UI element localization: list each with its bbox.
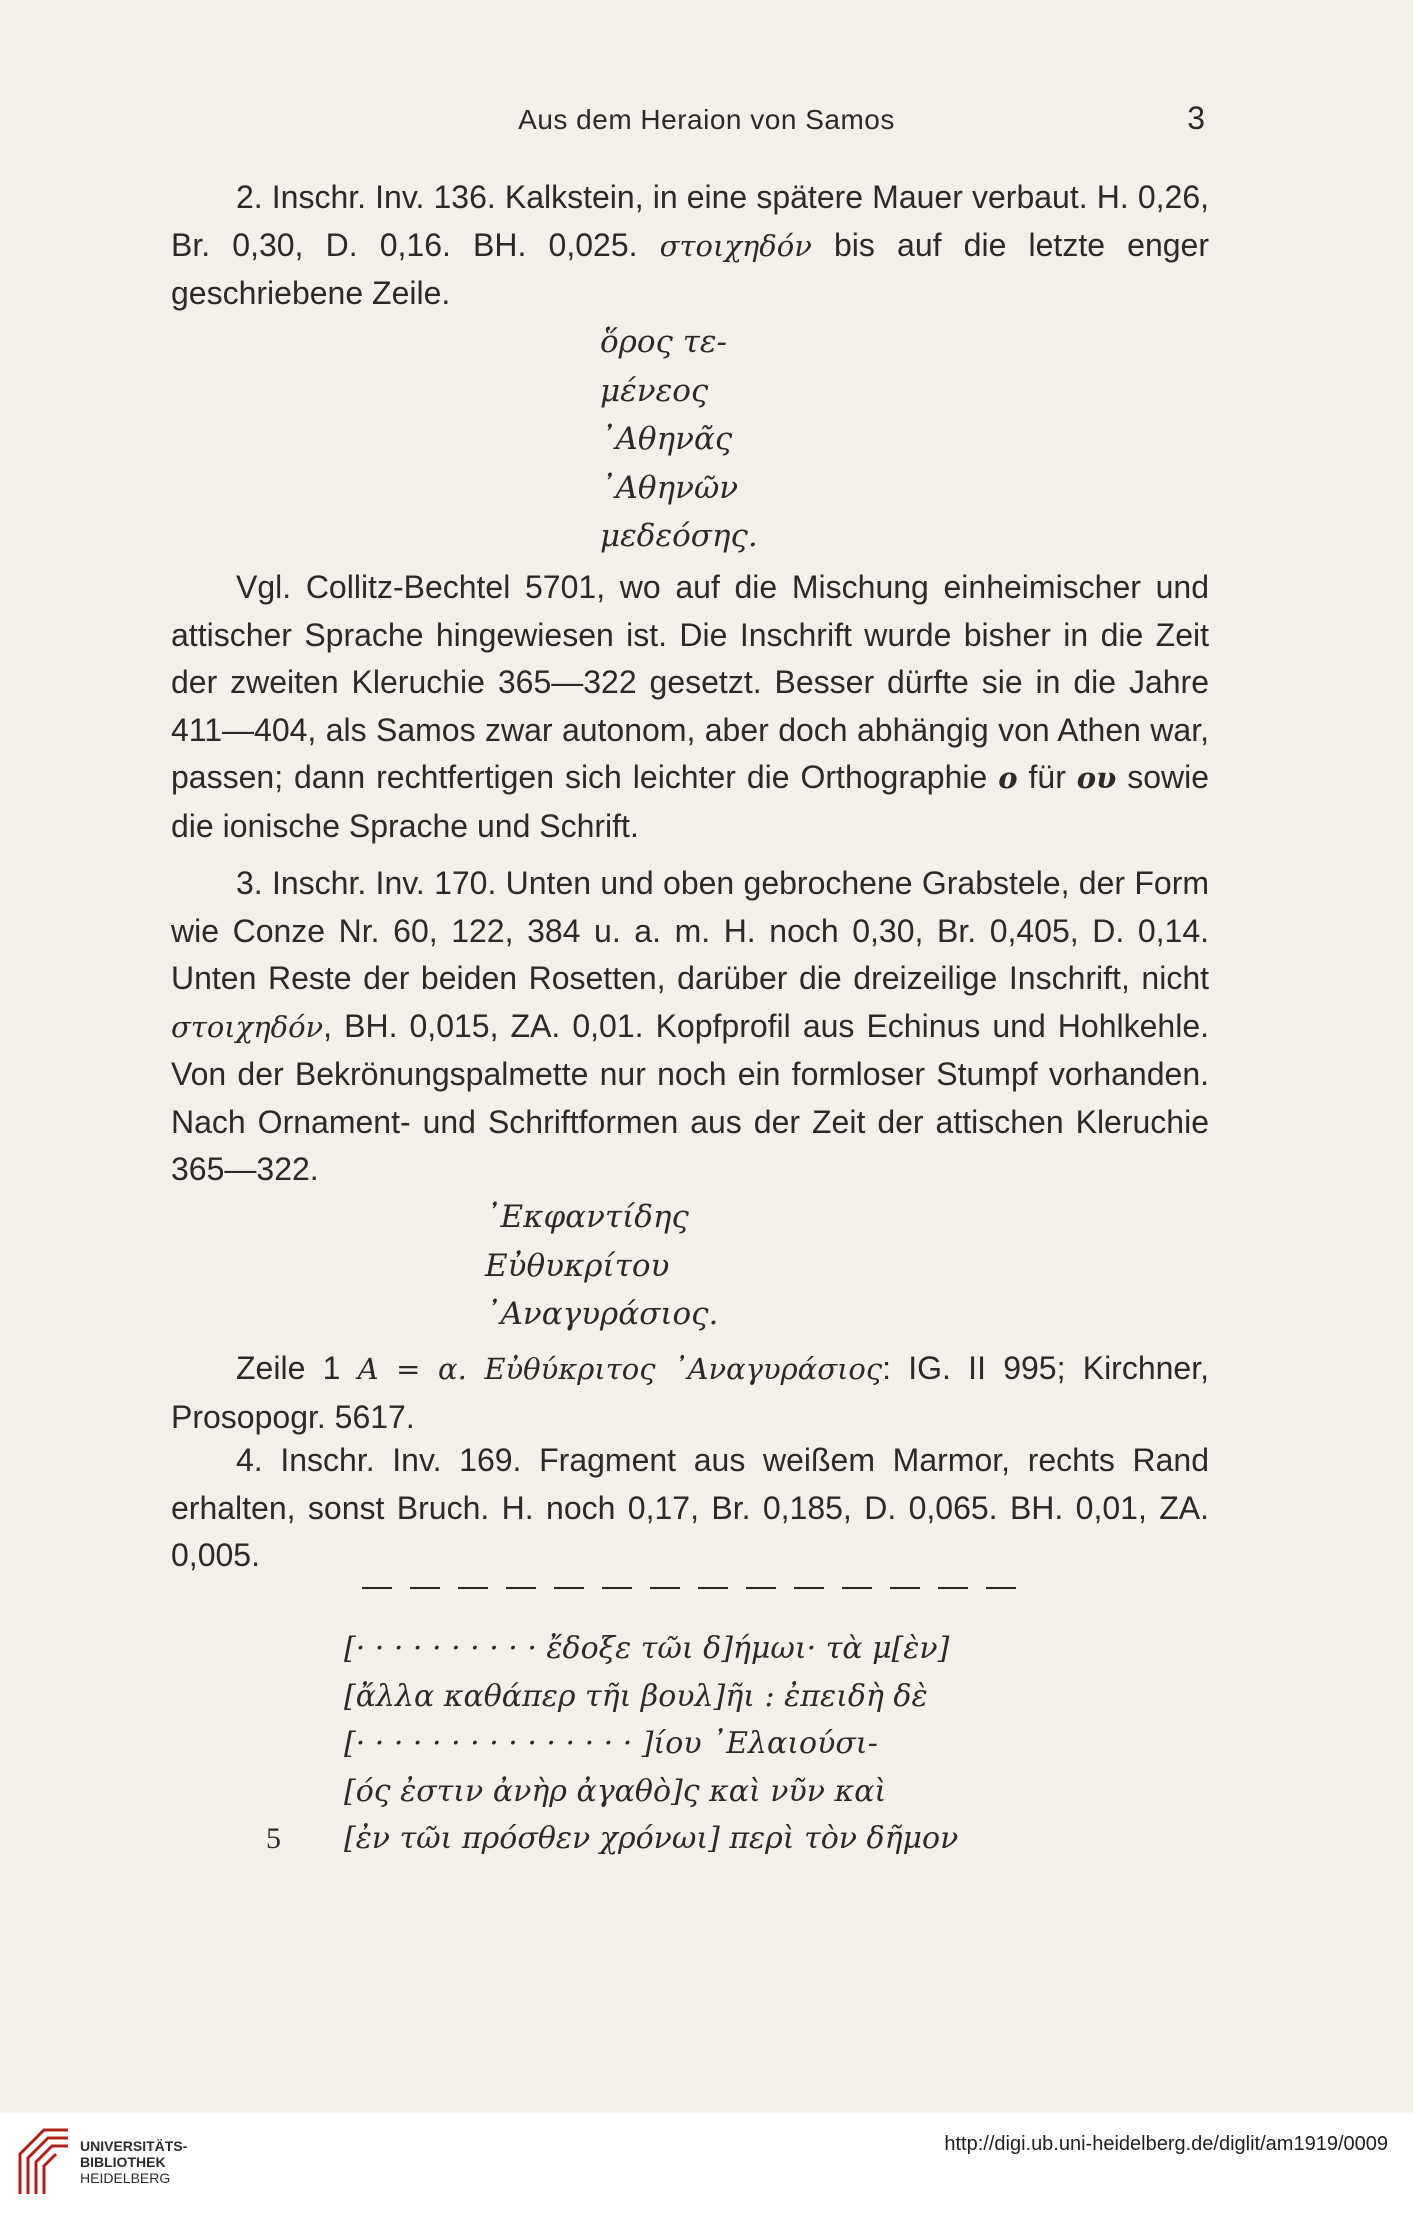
text-run: Zeile 1 <box>236 1350 358 1386</box>
text-run: bis auf die letzte enger geschriebene Zeile. <box>171 226 1210 311</box>
footer-bar <box>0 2113 1413 2215</box>
text-run: für <box>1017 759 1077 795</box>
fragment-text: [· · · · · · · · · · · · · · · ]ίου ᾿Ελαιούσι- <box>344 1726 878 1761</box>
fragment-text: [· · · · · · · · · · ἔδοξε τῶι δ]ήμωι· τὰ μ[ὲν] <box>344 1631 950 1666</box>
inscription-line: μένεος <box>600 372 709 409</box>
text-run: Vgl. Collitz-Bechtel 5701, wo auf die Mischung einheimischer und attischer Sprache hingewiesen ist. Die Inschrift wurde bisher in die Zeit der zweiten Kleruchie 365—322 gesetzt. Besser dürfte sie in die Jahre 411—404, als Samos zwar autonom, aber doch abhängig von Athen war, passen; dann rechtfertigen sich leichter die Orthographie <box>171 569 1209 795</box>
library-line: BIBLIOTHEK <box>80 2154 166 2170</box>
inscription-3 <box>485 1193 718 1339</box>
fragment-text: [ἄλλα καθάπερ τῆι βουλ]ῆι : ἐπειδὴ δὲ <box>344 1678 928 1714</box>
fragment-text: [ός ἐστιν ἀνὴρ ἀγαθὸ]ς καὶ νῦν καὶ <box>344 1773 887 1809</box>
inscription-line: ᾿Αθηνᾶς <box>600 421 733 457</box>
page-number: 3 <box>1187 100 1205 136</box>
running-title: Aus dem Heraion von Samos <box>518 104 895 135</box>
library-name <box>80 2138 187 2186</box>
greek-term: στοιχηδόν <box>171 1009 324 1044</box>
library-line: HEIDELBERG <box>80 2170 171 2186</box>
paragraph: 4. Inschr. Inv. 169. Fragment aus weißem Marmor, rechts Rand erhalten, sonst Bruch. H. noch 0,17, Br. 0,185, D. 0,065. BH. 0,01, ZA. 0,005. <box>171 1442 1209 1573</box>
text-run: sowie die ionische Sprache und Schrift. <box>171 759 1210 844</box>
section-4-intro <box>171 1437 1209 1580</box>
fragment-text: [ἐν τῶι πρόσθεν χρόνωι] περὶ τὸν δῆμον <box>344 1821 959 1856</box>
line-number: 5 <box>266 1822 281 1855</box>
paragraph <box>171 564 1209 850</box>
greek-term: ου <box>1076 761 1117 795</box>
paragraph <box>171 860 1209 1194</box>
text-run: 2. Inschr. Inv. 136. Kalkstein, in eine spätere Mauer verbaut. H. 0,26, Br. 0,30, D. 0,16. BH. 0,025. <box>171 179 1209 263</box>
library-line: UNIVERSITÄTS- <box>80 2138 188 2154</box>
inscription-2 <box>600 318 758 561</box>
section-2-commentary <box>171 564 1209 850</box>
text-run: : IG. II 995; Kirchner, Prosopogr. 5617. <box>171 1350 1210 1435</box>
section-3-intro <box>171 860 1209 1194</box>
inscription-line: μεδεόσης. <box>600 518 758 554</box>
paragraph <box>171 1345 1209 1441</box>
library-logo-icon <box>14 2124 74 2200</box>
missing-lines-dashes <box>362 1587 1016 1591</box>
inscription-line: ὅρος τε- <box>600 324 728 360</box>
text-run: 3. Inschr. Inv. 170. Unten und oben gebrochene Grabstele, der Form wie Conze Nr. 60, 122, 384 u. a. m. H. noch 0,30, Br. 0,405, D. 0,14. Unten Reste der beiden Rosetten, darüber die dreizeilige Inschrift, nicht <box>171 865 1209 996</box>
greek-term: Α = α. Εὐθύκριτος ᾿Αναγυράσιος <box>357 1352 883 1386</box>
text-run: , BH. 0,015, ZA. 0,01. Kopfprofil aus Echinus und Hohlkehle. Von der Bekrönungspalmette nur noch ein formloser Stumpf vorhanden. Nach Ornament- und Schriftformen aus der Zeit der attischen Kleruchie 365—322. <box>171 1007 1209 1187</box>
greek-term: στοιχηδόν <box>659 228 812 263</box>
inscription-line: ᾿Εκφαντίδης <box>485 1199 689 1235</box>
inscription-line: ᾿Αναγυράσιος. <box>485 1296 719 1332</box>
greek-term: ο <box>998 761 1018 795</box>
section-2-intro <box>171 174 1209 318</box>
page-header <box>0 100 1413 150</box>
section-3-commentary <box>171 1345 1209 1441</box>
paragraph <box>171 174 1209 318</box>
inscription-line: Εὐθυκρίτου <box>485 1247 670 1284</box>
source-url-link[interactable]: http://digi.ub.uni-heidelberg.de/diglit/am1919/0009 <box>944 2133 1388 2155</box>
inscription-line: ᾿Αθηνῶν <box>600 469 739 506</box>
